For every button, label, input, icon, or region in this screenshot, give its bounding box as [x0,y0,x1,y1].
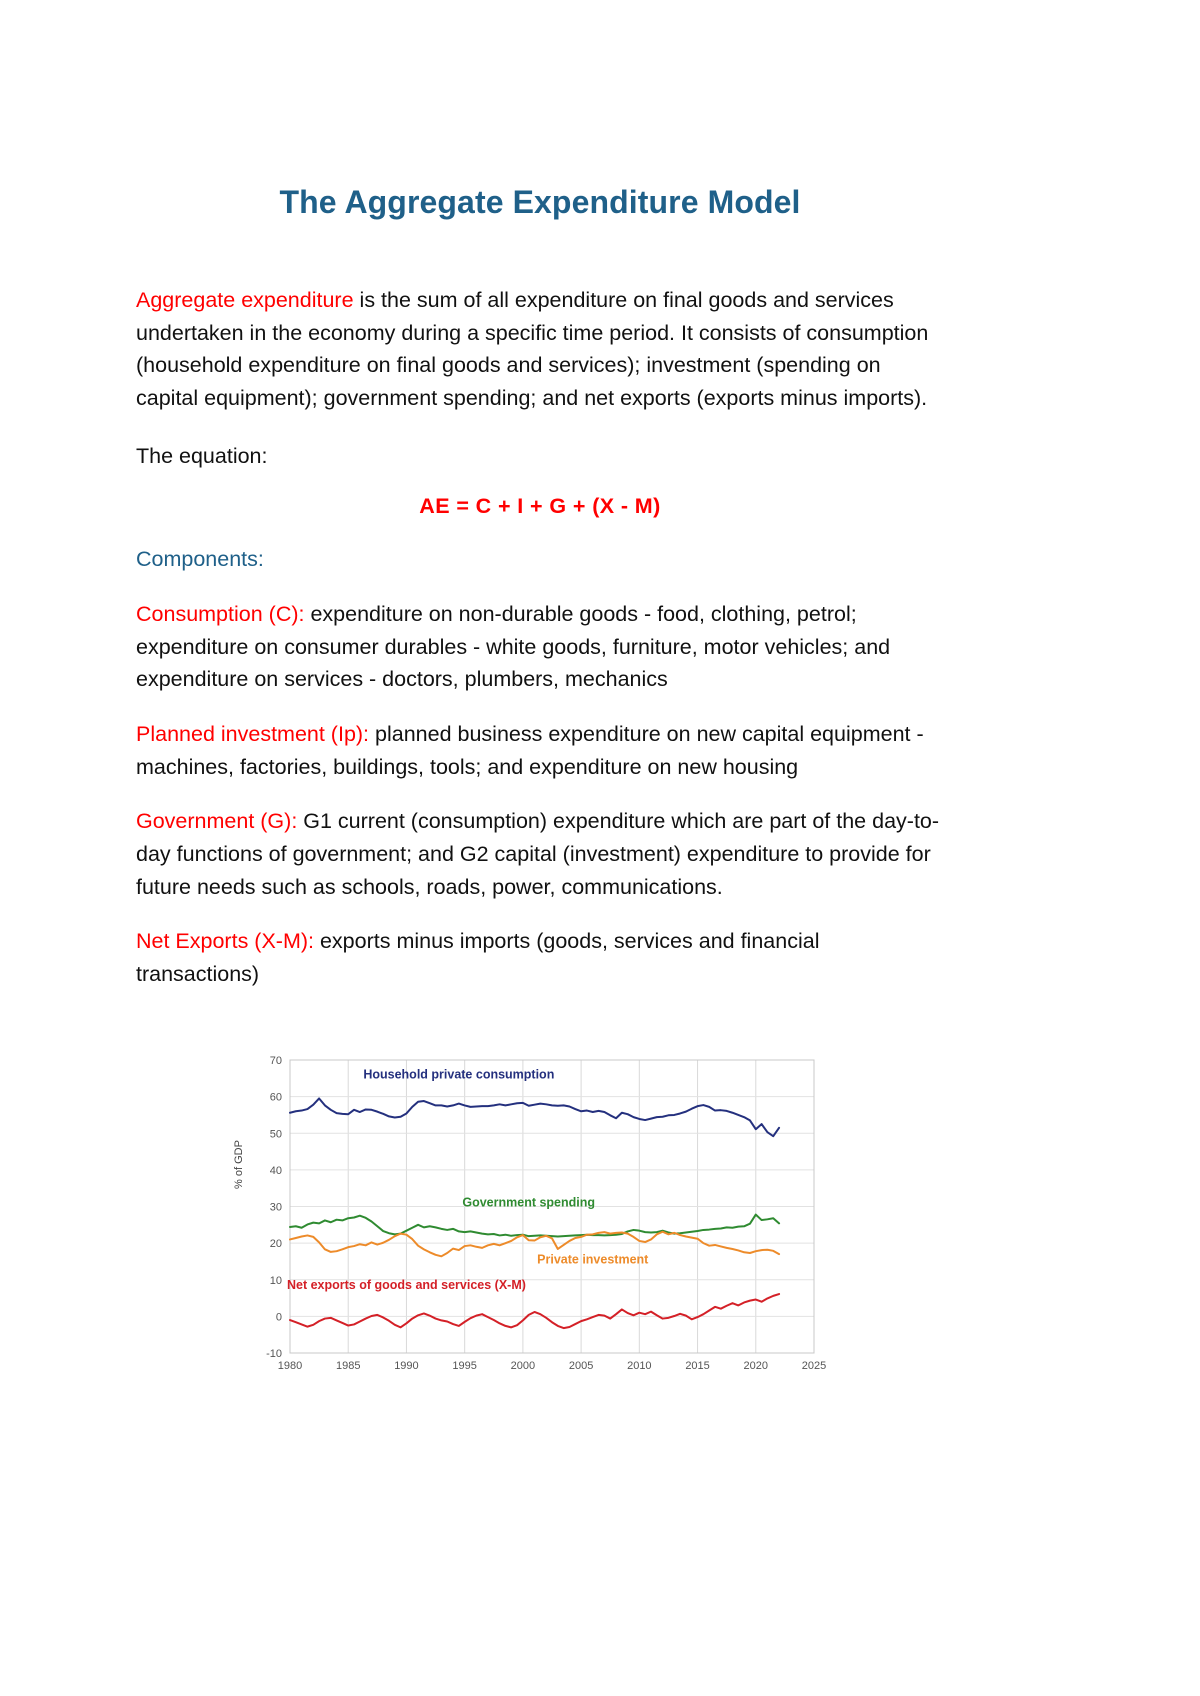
x-axis-tick-label: 1990 [394,1360,419,1372]
x-axis-tick-label: 1985 [335,1360,361,1372]
paragraph-intro-text: is the sum of all expenditure on final goods and services undertaken in the economy during a specific time period. It consists of consumption (household expenditure on final goods and services); investment (spending on capital equipment); government spending; and net exports (exports minus imports). [136,288,929,411]
y-axis-tick-label: -10 [266,1348,282,1360]
x-axis-tick-label: 2020 [743,1360,769,1372]
paragraph-consumption [136,598,944,696]
paragraph-equation-lead: The equation: [136,443,268,468]
x-axis-tick-label: 1980 [277,1360,303,1372]
chart-svg [228,1044,828,1389]
paragraph-government [136,805,944,903]
gdp-components-chart [228,1044,828,1389]
y-axis-tick-label: 40 [269,1164,282,1177]
document-body [136,0,944,991]
paragraph-consumption-text: expenditure on non-durable goods - food, clothing, petrol; expenditure on consumer durables - white goods, furniture, motor vehicles; and expenditure on services - doctors, plumbers, mechanics [136,602,891,692]
page-title: The Aggregate Expenditure Model [279,184,801,220]
paragraph-intro [136,284,944,415]
paragraph-net-exports-text: exports minus imports (goods, services and financial transactions) [136,929,820,987]
term-government: Government (G): [136,809,298,834]
y-axis-tick-label: 10 [269,1274,282,1287]
y-axis-tick-label: 50 [269,1128,282,1141]
heading-components: Components: [136,547,264,572]
x-axis-tick-label: 2010 [627,1360,652,1372]
paragraph-net-exports [136,925,944,990]
paragraph-government-text: G1 current (consumption) expenditure which are part of the day-to-day functions of government; and G2 capital (investment) expenditure to provide for future needs such as schools, roads, power, communications. [136,809,940,899]
y-axis-title: % of GDP [233,1140,245,1189]
x-axis-tick-label: 2005 [568,1360,594,1372]
chart-annotation-label: Net exports of goods and services (X-M) [286,1277,526,1292]
y-axis-tick-label: 30 [269,1201,282,1214]
x-axis-tick-label: 2025 [801,1360,827,1372]
equation-aggregate-expenditure: AE = C + I + G + (X - M) [419,494,661,519]
paragraph-planned-investment [136,718,944,783]
x-axis-tick-label: 2015 [685,1360,710,1372]
chart-annotation-label: Government spending [462,1195,596,1210]
term-net-exports: Net Exports (X-M): [136,929,314,954]
chart-annotation-label: Household private consumption [363,1067,555,1082]
term-planned-investment: Planned investment (Ip): [136,722,370,747]
y-axis-tick-label: 60 [269,1091,282,1104]
y-axis-tick-label: 70 [269,1055,282,1067]
y-axis-tick-label: 0 [275,1311,282,1324]
chart-annotation-label: Private investment [537,1252,649,1267]
x-axis-tick-label: 1995 [452,1360,477,1372]
x-axis-tick-label: 2000 [510,1360,536,1372]
paragraph-planned-investment-text: planned business expenditure on new capital equipment - machines, factories, buildings, tools; and expenditure on new housing [136,722,924,779]
y-axis-tick-label: 20 [269,1238,282,1251]
term-consumption: Consumption (C): [136,602,305,627]
term-aggregate-expenditure: Aggregate expenditure [136,288,354,312]
